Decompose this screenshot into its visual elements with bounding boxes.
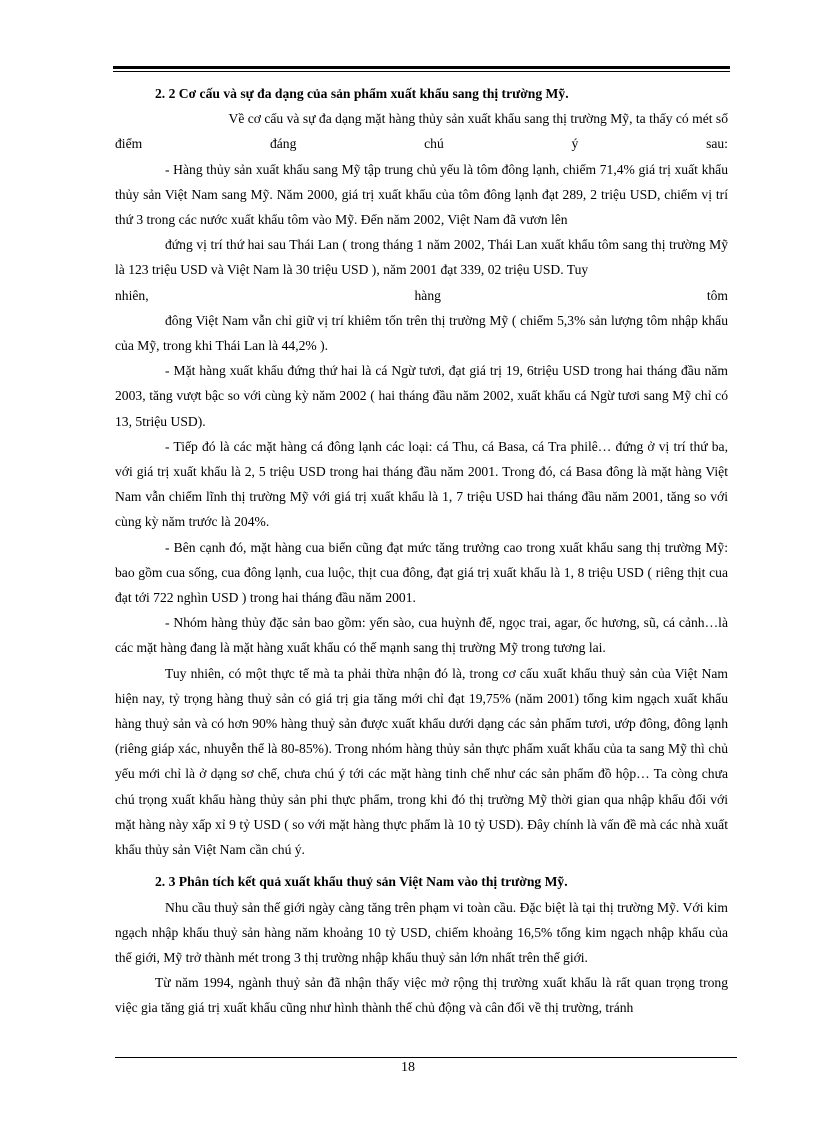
paragraph-crab: - Bên cạnh đó, mặt hàng cua biển cũng đạt mức tăng trưởng cao trong xuất khẩu sang thị trường Mỹ: bao gồm cua sống, cua đông lạnh, cua luộc, thịt cua đông, đạt giá trị xuất khẩu là 1, 8 triệu USD ( riêng thịt cua đạt tới 722 nghìn USD ) trong hai tháng đầu năm 2001. <box>115 539 728 606</box>
intro-line-2 <box>115 131 728 156</box>
intro-word: ý <box>571 136 579 152</box>
intro-line-1: Về cơ cấu và sự đa dạng mặt hàng thủy sản xuất khẩu sang thị trường Mỹ, ta thấy có mét số <box>228 111 728 127</box>
paragraph-specialty: - Nhóm hàng thủy đặc sản bao gồm: yến sào, cua huỳnh đế, ngọc trai, agar, ốc hương, sũ, cá cảnh…là các mặt hàng đang là mặt hàng xuất khẩu có thế mạnh sang thị trường Mỹ trong tương lai. <box>115 615 728 656</box>
section-heading-2-2: 2. 2 Cơ cấu và sự đa dạng của sản phẩm xuất khẩu sang thị trường Mỹ. <box>155 86 569 101</box>
intro-word: điểm <box>115 136 143 152</box>
paragraph-shrimp-d: đông Việt Nam vẫn chỉ giữ vị trí khiêm tốn trên thị trường Mỹ ( chiếm 5,3% sản lượng tôm nhập khẩu của Mỹ, trong khi Thái Lan là 44,2% ). <box>115 312 728 354</box>
paragraph-since-1994: Từ năm 1994, ngành thuỷ sản đã nhận thấy việc mở rộng thị trường xuất khẩu là rất quan trọng trong việc gia tăng giá trị xuất khẩu cũng như hình thành thế chủ động và cân đối về thị trường, tránh <box>115 975 728 1016</box>
paragraph-shrimp-c <box>115 283 728 308</box>
shrimp-word: nhiên, <box>115 287 149 303</box>
paragraph-fresh-tuna: - Mặt hàng xuất khẩu đứng thứ hai là cá Ngừ tươi, đạt giá trị 19, 6triệu USD trong hai tháng đầu năm 2003, tăng vượt bậc so với cùng kỳ năm 2002 ( hai tháng đầu năm 2002, xuất khẩu cá Ngừ tươi sang Mỹ chỉ có 13, 5triệu USD). <box>115 363 728 429</box>
intro-word: đáng <box>269 136 297 152</box>
paragraph-shrimp-a: - Hàng thủy sản xuất khẩu sang Mỹ tập trung chủ yếu là tôm đông lạnh, chiếm 71,4% giá trị xuất khẩu thủy sản Việt Nam sang Mỹ. Năm 2000, giá trị xuất khẩu của tôm đông lạnh đạt 289, 2 triệu USD, chiếm vị trí thứ 3 trong các nước xuất khẩu tôm vào Mỹ. Đến năm 2002, Việt Nam đã vươn lên <box>115 161 728 228</box>
intro-word: sau: <box>706 136 728 152</box>
paragraph-conclusion: Tuy nhiên, có một thực tế mà ta phải thừa nhận đó là, trong cơ cấu xuất khẩu thuỷ sản của Việt Nam hiện nay, tỷ trọng hàng thuỷ sản có giá trị gia tăng mới chỉ đạt 19,75% (năm 2001) tổng kim ngạch xuất khẩu hàng thuỷ sản và có hơn 90% hàng thuỷ sản được xuất khẩu dưới dạng các sản phẩm tươi, ướp đông, đông lạnh (riêng giáp xác, nhuyễn thể là 80-85%). Trong nhóm hàng thủy sản thực phẩm xuất khẩu của ta sang Mỹ thì chủ yếu mới chỉ là ở dạng sơ chế, chưa chú ý tới các mặt hàng tinh chế như các sản phẩm đồ hộp… Ta còng chưa chú trọng xuất khẩu hàng thủy sản phi thực phẩm, trong khi đó thị trường Mỹ thời gian qua nhập khẩu đối với mặt hàng này xấp xỉ 9 tỷ USD ( so với mặt hàng thực phẩm là 10 tỷ USD). Đây chính là vấn đề mà các nhà xuất khẩu thủy sản Việt Nam cần chú ý. <box>115 665 728 858</box>
shrimp-word: hàng <box>414 287 441 303</box>
paragraph-frozen-fish: - Tiếp đó là các mặt hàng cá đông lạnh các loại: cá Thu, cá Basa, cá Tra philê… đứng ở vị trí thứ ba, với giá trị xuất khẩu là 2, 5 triệu USD trong hai tháng đầu năm 2001. Trong đó, cá Basa đông là mặt hàng Việt Nam vẫn chiếm lĩnh thị trường Mỹ với giá trị xuất khẩu là 1, 7 triệu USD hai tháng đầu năm 2001, tăng so với cùng kỳ năm trước là 204%. <box>115 438 728 530</box>
shrimp-word: tôm <box>706 287 728 303</box>
intro-word: chú <box>424 136 444 152</box>
page-number: 18 <box>401 1060 415 1075</box>
paragraph-demand: Nhu cầu thuỷ sản thế giới ngày càng tăng trên phạm vi toàn cầu. Đặc biệt là tại thị trường Mỹ. Với kim ngạch nhập khẩu thuỷ sản hàng năm khoảng 10 tỷ USD, chiếm khoảng 16,5% tổng kim ngạch nhập khẩu của thế giới, Mỹ trở thành mét trong 3 thị trường nhập khẩu thuỷ sản lớn nhất trên thế giới. <box>115 899 728 965</box>
footer-rule <box>115 1057 737 1058</box>
document-body <box>115 81 728 1021</box>
paragraph-shrimp-b: đứng vị trí thứ hai sau Thái Lan ( trong tháng 1 năm 2002, Thái Lan xuất khẩu tôm sang thị trường Mỹ là 123 triệu USD và Việt Nam là 30 triệu USD ), năm 2001 đạt 339, 02 triệu USD. Tuy <box>115 237 728 278</box>
section-heading-2-3: 2. 3 Phân tích kết quả xuất khẩu thuỷ sản Việt Nam vào thị trường Mỹ. <box>155 874 568 890</box>
header-rule <box>113 66 730 72</box>
